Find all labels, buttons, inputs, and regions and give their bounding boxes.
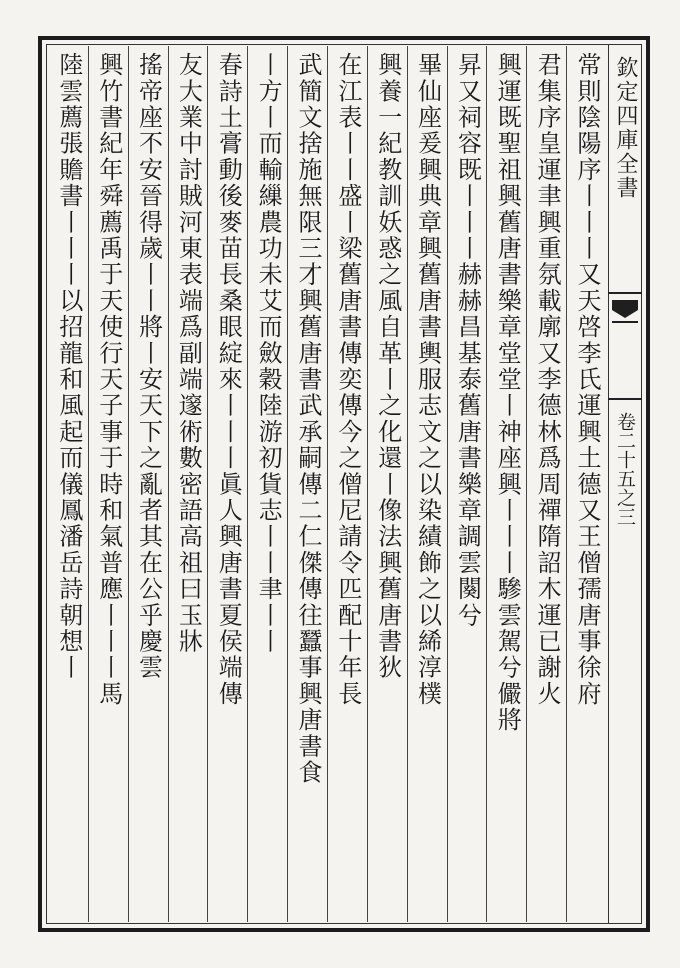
text-column-10: 春詩土膏動後麥苗長桑眼綻來丨丨丨眞人興唐書夏侯端傳 — [214, 52, 243, 707]
volume-number: 卷二十五之三 — [614, 412, 636, 526]
text-column-4: 昇又祠容既丨丨丨赫赫昌基泰舊唐書樂章調雲闋兮 — [453, 52, 482, 629]
text-column-9: 丨方丨而輸繅農功未艾而斂穀陸游初貨志丨丨聿丨丨 — [254, 52, 283, 655]
text-column-12: 搖帝座不安晉得歲丨丨將丨安天下之亂者其在公乎慶雲 — [134, 52, 163, 681]
text-column-5: 畢仙座爰興典章興舊唐書輿服志文之以染績飾之以絺淳樸 — [413, 52, 442, 707]
text-column-3: 興運既聖祖興舊唐書樂章堂堂丨神座興丨丨丨驂雲駕兮儼將 — [493, 52, 522, 734]
book-title: 欽定四庫全書 — [613, 56, 638, 200]
text-column-7: 在江表丨丨盛丨梁舊唐書傳奕傳今之僧尼請令匹配十年長 — [333, 52, 362, 707]
text-column-8: 武簡文捨施無限三才興舊唐書武承嗣傳二仁傑傳往蠶事興唐書食 — [293, 52, 322, 786]
text-column-13: 興竹書紀年舜薦禹于天使行天子事于時和氣普應丨丨丨馬 — [94, 52, 123, 707]
text-column-11: 友大業中討賊河東表端爲副端邃術數密語高祖曰玉牀 — [174, 52, 203, 655]
fish-tail-mark — [610, 296, 640, 336]
text-column-1: 常則陰陽序丨丨丨又天啓李氏運興土德又王僧孺唐事徐府 — [572, 52, 601, 707]
text-column-14: 陸雲薦張贍書丨丨丨以招龍和風起而儀鳳潘岳詩朝想丨 — [54, 52, 83, 681]
text-column-6: 興養一紀教訓妖惑之風自革丨之化還丨像法興舊唐書狄 — [373, 52, 402, 681]
strip-divider-top — [608, 292, 642, 294]
strip-divider-bottom — [608, 398, 642, 400]
text-column-2: 君集序皇運聿興重氛載廓又李德林爲周禪隋詔木運已謝火 — [533, 52, 562, 707]
